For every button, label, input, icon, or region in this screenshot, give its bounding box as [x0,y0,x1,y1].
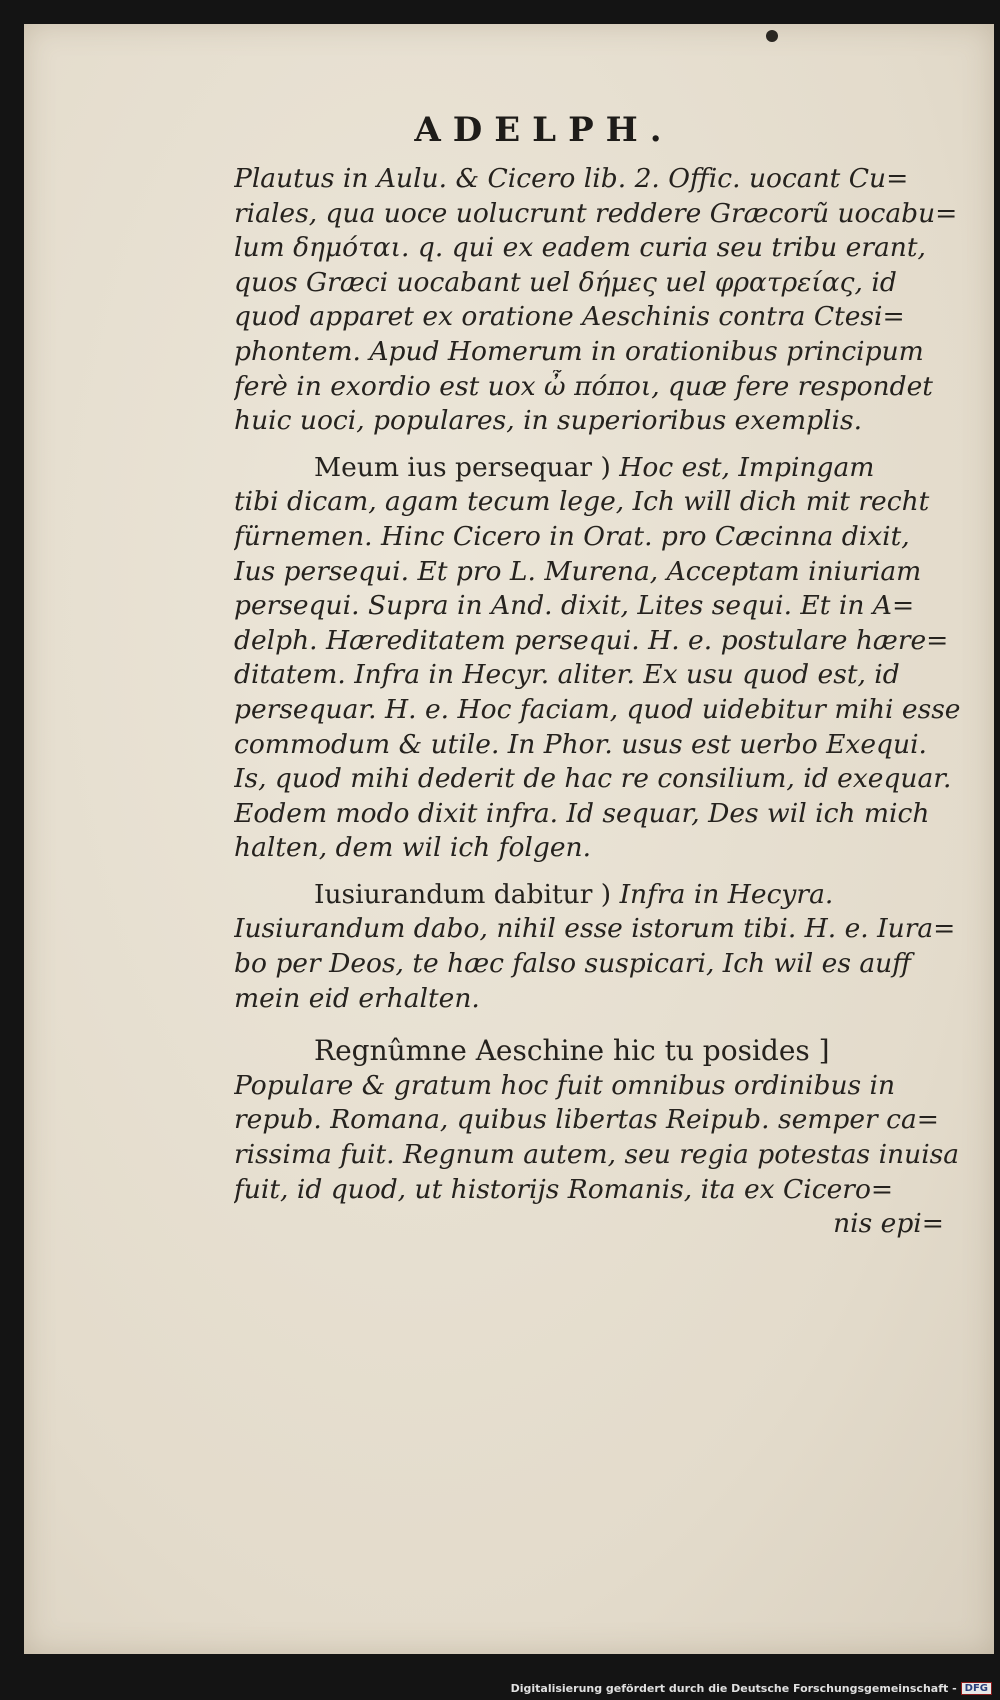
text-line: fuit, id quod, ut historijs Romanis, ita ex Cicero= [234,1173,894,1205]
book-page [24,24,994,1654]
text-span: Infra in Hecyra. [619,878,834,910]
text-line: halten, dem wil ich folgen. [234,832,592,864]
text-line: commodum & utile. In Phor. usus est uerbo Exequi. [234,728,927,760]
text-line: Ius persequi. Et pro L. Murena, Acceptam iniuriam [234,555,922,587]
text-line: persequi. Supra in And. dixit, Lites sequi. Et in A= [234,590,915,622]
text-line: Is, quod mihi dederit de hac re consilium, id exequar. [234,763,952,795]
text-line: Plautus in Aulu. & Cicero lib. 2. Offic. uocant Cu= [234,163,909,194]
running-head: ADELPH. [414,110,674,150]
text-line: riales, qua uoce uolucrunt reddere Græcorũ uocabu= [234,197,958,229]
text-line: Populare & gratum hoc fuit omnibus ordinibus in [234,1069,896,1101]
text-line: ferè in exordio est uox ὦ πόποι, quæ fere respondet [234,370,933,402]
lemma: Regnûmne Aeschine hic tu posides ] [314,1034,830,1068]
credit-text: Digitalisierung gefördert durch die Deutsche Forschungsgemeinschaft - [510,1682,957,1695]
ink-spot [766,30,778,42]
text-line: quos Græci uocabant uel δήμες uel φρατρείας, id [234,266,897,298]
text-line: ditatem. Infra in Hecyr. aliter. Ex usu quod est, id [234,659,900,691]
text-line: quod apparet ex oratione Aeschinis contra Ctesi= [234,301,905,333]
paragraph-4 [234,1034,964,1242]
catchword: nis epi= [833,1208,944,1240]
lemma: Iusiurandum dabitur ) [314,878,612,910]
paragraph-2 [234,451,964,866]
text-line: mein eid erhalten. [234,982,480,1014]
text-line: Iusiurandum dabo, nihil esse istorum tibi. H. e. Iura= [234,913,956,945]
dfg-logo: DFG [961,1682,992,1695]
text-line: fürnemen. Hinc Cicero in Orat. pro Cæcinna dixit, [234,520,910,552]
paragraph-3 [234,878,964,1016]
text-line: tibi dicam, agam tecum lege, Ich will dich mit recht [234,486,930,518]
text-span: Hoc est, Impingam [619,451,875,483]
page-text [234,162,964,1242]
text-line: huic uoci, populares, in superioribus exemplis. [234,405,863,437]
text-line: delph. Hæreditatem persequi. H. e. postulare hære= [234,624,949,656]
paragraph-1 [234,162,964,439]
text-line [234,878,964,913]
text-line [234,451,964,486]
text-line: repub. Romana, quibus libertas Reipub. semper ca= [234,1104,939,1136]
lemma: Meum ius persequar ) [314,451,611,483]
text-line: Eodem modo dixit infra. Id sequar, Des wil ich mich [234,797,930,829]
text-line: persequar. H. e. Hoc faciam, quod uidebitur mihi esse [234,693,961,725]
text-line: rissima fuit. Regnum autem, seu regia potestas inuisa [234,1139,960,1171]
text-line: phontem. Apud Homerum in orationibus principum [234,335,924,367]
text-line: bo per Deos, te hæc falso suspicari, Ich wil es auff [234,948,912,980]
text-line: lum δημόται. q. qui ex eadem curia seu tribu erant, [234,232,926,264]
digitization-credit [511,1682,992,1695]
